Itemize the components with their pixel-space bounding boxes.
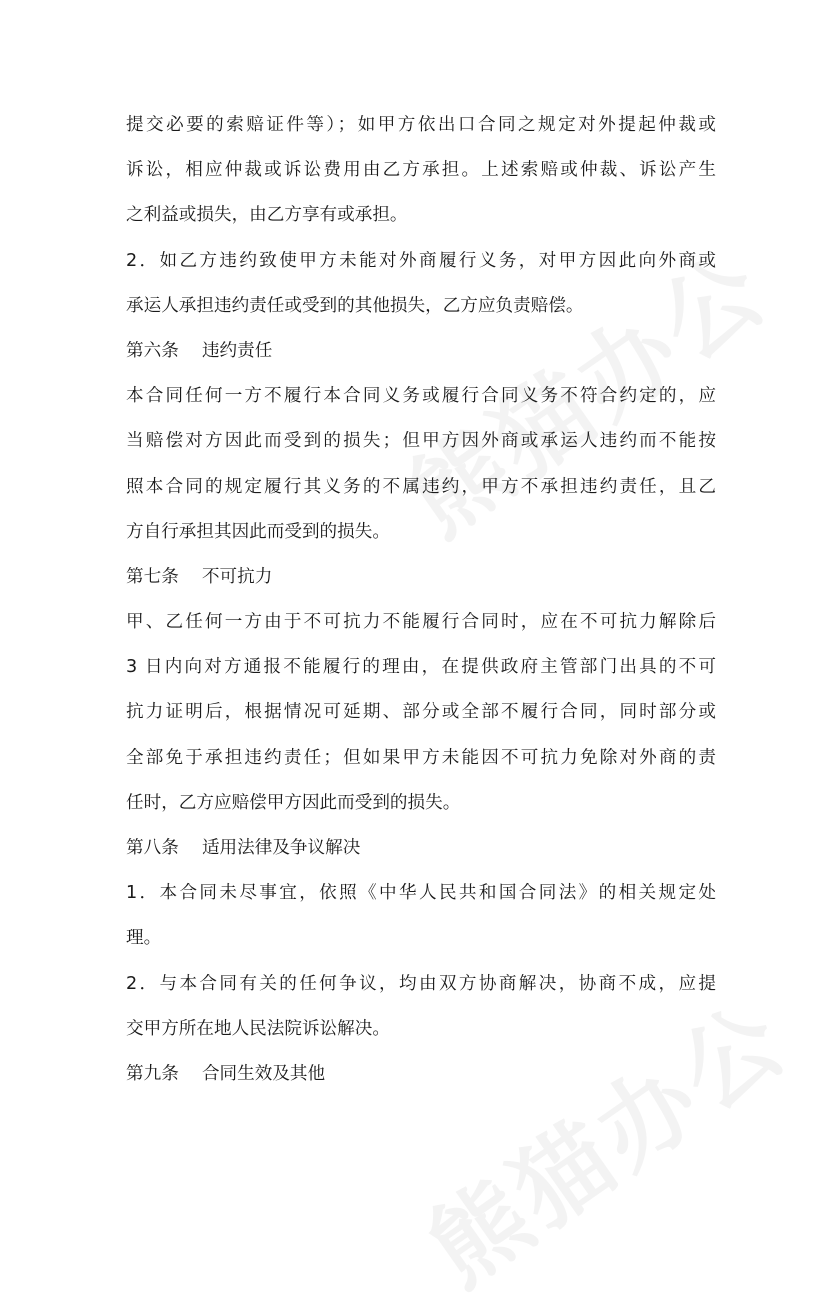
- text-line: 之利益或损失，由乙方享有或承担。: [126, 205, 408, 226]
- text-line: 本合同任何一方不履行本合同义务或履行合同义务不符合约定的，应: [126, 386, 716, 407]
- text-line: 1．本合同未尽事宜，依照《中华人民共和国合同法》的相关规定处: [126, 883, 716, 904]
- text-line: 理。: [126, 928, 162, 949]
- text-line: 2．如乙方违约致使甲方未能对外商履行义务，对甲方因此向外商或: [126, 250, 716, 271]
- text-line: 2．与本合同有关的任何争议，均由双方协商解决，协商不成，应提: [126, 973, 716, 994]
- text-line: 当赔偿对方因此而受到的损失；但甲方因外商或承运人违约而不能按: [126, 431, 716, 452]
- text-line: 3 日内向对方通报不能履行的理由，在提供政府主管部门出具的不可: [126, 657, 716, 678]
- text-line: 交甲方所在地人民法院诉讼解决。: [126, 1018, 390, 1039]
- text-line: 诉讼，相应仲裁或诉讼费用由乙方承担。上述索赔或仲裁、诉讼产生: [126, 160, 716, 181]
- text-line: 照本合同的规定履行其义务的不属违约，甲方不承担违约责任，且乙: [126, 476, 716, 497]
- text-line: 方自行承担其因此而受到的损失。: [126, 521, 390, 542]
- text-line: 承运人承担违约责任或受到的其他损失，乙方应负责赔偿。: [126, 295, 584, 316]
- text-line: 任时，乙方应赔偿甲方因此而受到的损失。: [126, 792, 461, 813]
- paragraph-claims-continuation: [126, 103, 716, 239]
- article-7-heading: 第七条 不可抗力: [126, 566, 273, 587]
- paragraph-article-8-clause-2: [126, 962, 716, 1052]
- text-line: 提交必要的索赔证件等）；如甲方依出口合同之规定对外提起仲裁或: [126, 115, 716, 135]
- text-line: 全部免于承担违约责任；但如果甲方未能因不可抗力免除对外商的责: [126, 747, 716, 768]
- article-9-heading: 第九条 合同生效及其他: [126, 1063, 326, 1084]
- paragraph-article-8-clause-1: [126, 871, 716, 961]
- document-body: [126, 103, 716, 1097]
- paragraph-article-6: [126, 374, 716, 555]
- paragraph-article-7: [126, 600, 716, 826]
- article-8-heading: 第八条 适用法律及争议解决: [126, 838, 361, 858]
- text-line: 抗力证明后，根据情况可延期、部分或全部不履行合同，同时部分或: [126, 702, 716, 723]
- paragraph-clause-2-compensation: [126, 239, 716, 329]
- article-6-heading: 第六条 违约责任: [126, 340, 273, 361]
- text-line: 甲、乙任何一方由于不可抗力不能履行合同时，应在不可抗力解除后: [126, 612, 716, 633]
